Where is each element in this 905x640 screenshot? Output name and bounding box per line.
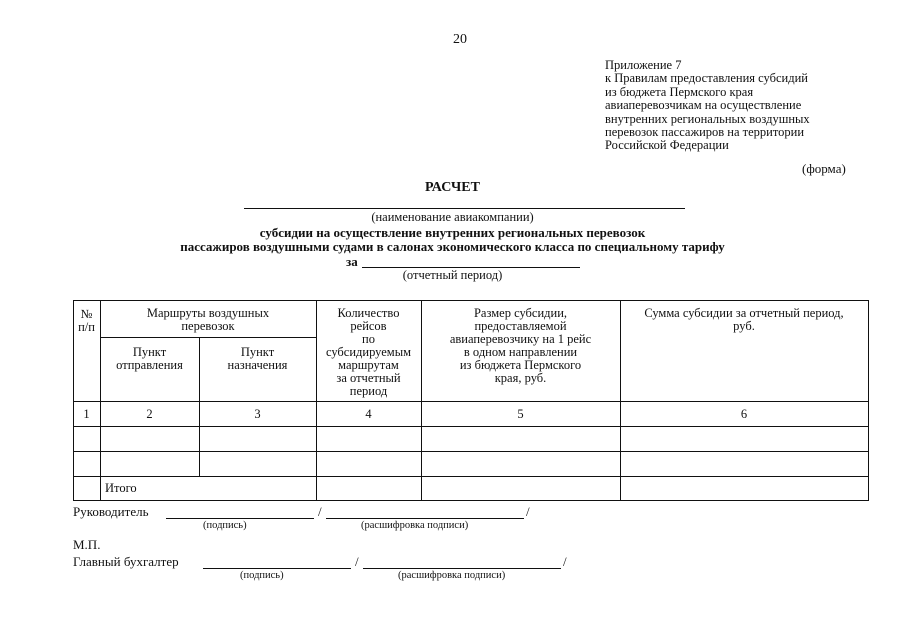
slash: / bbox=[563, 554, 567, 569]
header-text: назначения bbox=[227, 358, 288, 372]
sign-caption: (подпись) bbox=[203, 520, 247, 531]
header-text: по bbox=[362, 332, 375, 346]
header-text: авиаперевозчику на 1 рейс bbox=[449, 332, 592, 346]
header-text: период bbox=[349, 384, 388, 398]
header-text: перевозок bbox=[181, 319, 235, 333]
period-caption: (отчетный период) bbox=[402, 268, 503, 282]
header-text: рейсов bbox=[350, 319, 387, 333]
header-text: Размер субсидии, bbox=[473, 306, 568, 320]
appendix-line: Приложение 7 bbox=[605, 58, 682, 72]
period-prefix: за bbox=[346, 254, 358, 269]
header-text: края, руб. bbox=[494, 371, 547, 385]
header-subsidy-sum bbox=[620, 307, 868, 333]
table-border bbox=[73, 300, 869, 301]
header-text: Сумма субсидии за отчетный период, bbox=[644, 306, 844, 320]
appendix-block bbox=[605, 59, 885, 153]
accountant-signature-field[interactable] bbox=[203, 568, 351, 569]
table-divider bbox=[73, 401, 869, 402]
slash: / bbox=[526, 504, 530, 519]
appendix-line: внутренних региональных воздушных bbox=[605, 111, 810, 126]
document-title: РАСЧЕТ bbox=[425, 180, 480, 195]
column-number: 1 bbox=[83, 407, 90, 421]
header-text: Количество bbox=[337, 306, 400, 320]
decode-caption: (расшифровка подписи) bbox=[398, 570, 506, 581]
header-destination bbox=[199, 346, 316, 372]
column-number: 5 bbox=[517, 407, 524, 421]
header-text: п/п bbox=[78, 320, 95, 334]
form-label: (форма) bbox=[802, 161, 846, 176]
appendix-line: из бюджета Пермского края bbox=[605, 84, 754, 99]
column-number: 6 bbox=[740, 407, 748, 421]
airline-name-field[interactable] bbox=[244, 208, 685, 209]
appendix-line: перевозок пассажиров на территории bbox=[605, 125, 805, 140]
header-text: в одном направлении bbox=[463, 345, 578, 359]
table-border bbox=[73, 500, 869, 501]
header-text: маршрутам bbox=[338, 358, 399, 372]
header-number bbox=[73, 308, 100, 334]
header-text: предоставляемой bbox=[474, 319, 567, 333]
header-routes bbox=[100, 307, 316, 333]
header-text: Маршруты воздушных bbox=[146, 306, 270, 320]
table-divider bbox=[73, 426, 869, 427]
header-text: руб. bbox=[733, 319, 755, 333]
subsidy-table bbox=[73, 300, 869, 501]
head-decode-field[interactable] bbox=[326, 518, 524, 519]
sign-caption: (подпись) bbox=[240, 570, 284, 581]
column-number: 4 bbox=[365, 407, 372, 421]
appendix-line: Российской Федерации bbox=[605, 138, 729, 153]
table-divider bbox=[100, 337, 316, 338]
column-number: 3 bbox=[254, 407, 261, 421]
header-text: Пункт bbox=[240, 345, 275, 359]
header-subsidy-size bbox=[421, 307, 620, 385]
total-label: Итого bbox=[105, 481, 137, 495]
table-divider bbox=[73, 451, 869, 452]
head-label: Руководитель bbox=[73, 504, 149, 519]
header-departure bbox=[100, 346, 199, 372]
accountant-decode-field[interactable] bbox=[363, 568, 561, 569]
appendix-line: к Правилам предоставления субсидий bbox=[605, 71, 808, 86]
slash: / bbox=[318, 504, 322, 519]
column-number: 2 bbox=[146, 407, 153, 421]
header-text: № bbox=[80, 307, 93, 321]
page-number: 20 bbox=[453, 32, 467, 47]
appendix-line: авиаперевозчикам на осуществление bbox=[605, 98, 802, 113]
accountant-label: Главный бухгалтер bbox=[73, 554, 179, 569]
stamp-label: М.П. bbox=[73, 537, 101, 552]
header-text: Пункт bbox=[132, 345, 167, 359]
header-text: отправления bbox=[116, 358, 183, 372]
table-divider bbox=[73, 476, 869, 477]
header-text: за отчетный bbox=[336, 371, 401, 385]
slash: / bbox=[355, 554, 359, 569]
decode-caption: (расшифровка подписи) bbox=[361, 520, 469, 531]
airline-name-caption: (наименование авиакомпании) bbox=[371, 210, 534, 224]
table-border bbox=[868, 300, 869, 501]
header-text: субсидируемым bbox=[325, 345, 412, 359]
subtitle-line: пассажиров воздушными судами в салонах экономического класса по специальному тарифу bbox=[180, 239, 725, 254]
header-flights bbox=[316, 307, 421, 398]
head-signature-field[interactable] bbox=[166, 518, 314, 519]
header-text: из бюджета Пермского bbox=[459, 358, 582, 372]
subtitle-line: субсидии на осуществление внутренних региональных перевозок bbox=[259, 225, 646, 240]
